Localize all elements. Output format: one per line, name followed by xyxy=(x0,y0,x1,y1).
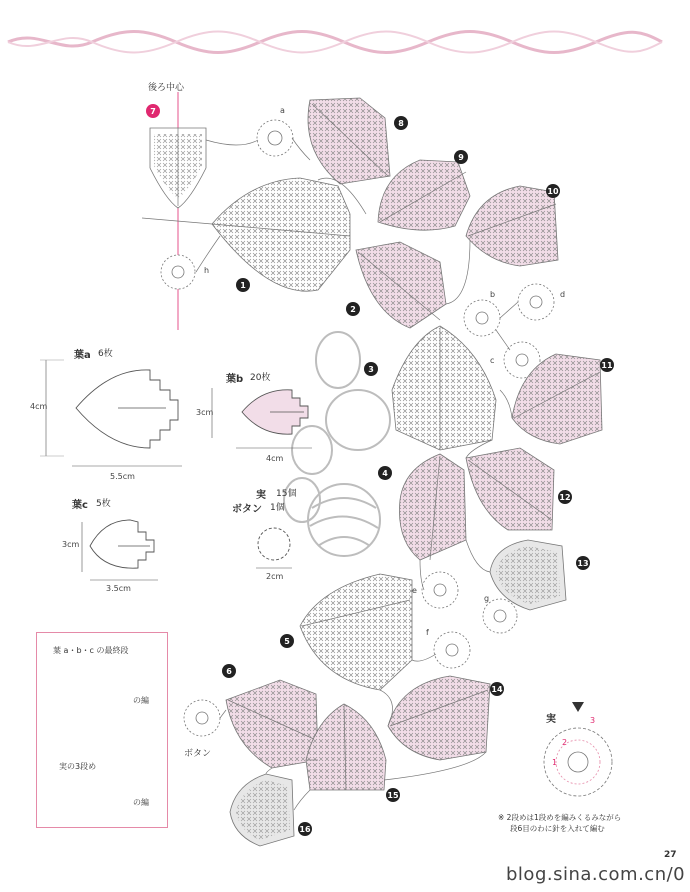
leaf-motif-1 xyxy=(212,178,350,291)
motif-number-6: 6 xyxy=(222,664,236,678)
leaf-motif-16 xyxy=(230,774,294,846)
flower-letter-b: b xyxy=(490,290,496,299)
flower-letter-e: e xyxy=(412,586,417,595)
leaf-b-label: 葉b xyxy=(226,374,244,385)
leaf-motif-8 xyxy=(308,98,390,184)
leaf-b-width: 4cm xyxy=(266,454,284,463)
leaf-c-height: 3cm xyxy=(62,540,80,549)
leaf-a-count: 6枚 xyxy=(98,349,113,359)
motif-number-7: 7 xyxy=(146,104,160,118)
flower-letter-f: f xyxy=(426,628,429,637)
leaf-b-count: 20枚 xyxy=(250,373,271,383)
note-line-2: 段6目のわに針を入れて編む xyxy=(510,824,605,833)
motif-number-9: 9 xyxy=(454,150,468,164)
leaf-motif-3 xyxy=(392,326,496,450)
berry-round-1: 1 xyxy=(552,758,558,767)
motif-number-12: 12 xyxy=(558,490,572,504)
size-diagram-button-ring xyxy=(256,528,292,568)
leaf-c-width: 3.5cm xyxy=(106,584,131,593)
final-round-box xyxy=(36,632,168,828)
leaf-motif-12 xyxy=(466,448,554,530)
button-count: 1個 xyxy=(270,503,285,513)
motif-number-14: 14 xyxy=(490,682,504,696)
button-motif xyxy=(184,700,220,736)
leaf-motif-5 xyxy=(300,574,412,690)
watermark: blog.sina.com.cn/0 xyxy=(506,864,686,885)
button-label: ボタン xyxy=(232,504,262,515)
berry-detail-label: 実 xyxy=(546,714,556,725)
leaf-c-label: 葉c xyxy=(72,500,88,511)
leaf-motif-9 xyxy=(378,160,470,230)
flower-motif-d xyxy=(518,284,554,320)
motif-number-2: 2 xyxy=(346,302,360,316)
leaf-a-height: 4cm xyxy=(30,402,48,411)
flower-letter-d: d xyxy=(560,290,566,299)
leaf-motif-14 xyxy=(388,676,490,760)
flower-motif-e xyxy=(422,572,458,608)
size-diagram-leaf-a xyxy=(40,360,182,466)
box-side-label-1: の編 xyxy=(133,696,149,705)
motif-number-8: 8 xyxy=(394,116,408,130)
leaf-motif-10 xyxy=(466,186,558,266)
button-lower-label: ボタン xyxy=(184,749,212,759)
motif-number-4: 4 xyxy=(378,466,392,480)
flower-letter-c: c xyxy=(490,356,495,365)
motif-number-1: 1 xyxy=(236,278,250,292)
leaf-motif-15 xyxy=(306,704,386,790)
leaf-a-label: 葉a xyxy=(74,350,91,361)
flower-motif-b xyxy=(464,300,500,336)
flower-letter-a: a xyxy=(280,106,285,115)
flower-motif-h xyxy=(161,255,195,289)
motif-number-10: 10 xyxy=(546,184,560,198)
back-center-label: 後ろ中心 xyxy=(148,83,185,93)
box-title: 葉 a・b・c の最終段 xyxy=(53,646,129,655)
berry-round-2: 2 xyxy=(562,738,568,747)
leaf-b-height: 3cm xyxy=(196,408,214,417)
size-diagram-leaf-c xyxy=(82,520,158,580)
motif-number-3: 3 xyxy=(364,362,378,376)
leaf-c-count: 5枚 xyxy=(96,499,111,509)
leaf-a-width: 5.5cm xyxy=(110,472,135,481)
berry-round-3: 3 xyxy=(590,716,596,725)
leaf-motif-2 xyxy=(356,242,446,328)
flower-motif-a xyxy=(257,120,293,156)
leaf-motif-4 xyxy=(399,454,466,560)
motif-number-5: 5 xyxy=(280,634,294,648)
note-line-1: ※ 2段めは1段めを編みくるみながら xyxy=(498,813,622,822)
box-subtitle: 実の3段め xyxy=(59,762,97,771)
motif-number-15: 15 xyxy=(386,788,400,802)
berry-label: 実 xyxy=(256,490,266,501)
motif-number-11: 11 xyxy=(600,358,614,372)
leaf-motif-7 xyxy=(150,128,206,208)
button-width: 2cm xyxy=(266,572,284,581)
flower-motif-f xyxy=(434,632,470,668)
berry-count: 15個 xyxy=(276,489,297,499)
flower-motif-g xyxy=(483,599,517,633)
motif-number-13: 13 xyxy=(576,556,590,570)
page-number: 27 xyxy=(664,850,677,860)
berry-note xyxy=(498,812,658,834)
box-side-label-2: の編 xyxy=(133,798,149,807)
decorative-border xyxy=(8,32,662,53)
size-diagram-leaf-b xyxy=(212,388,312,448)
leaf-motif-6 xyxy=(226,680,318,768)
flower-letter-h: h xyxy=(204,266,210,275)
flower-letter-g: g xyxy=(484,594,490,603)
motif-number-16: 16 xyxy=(298,822,312,836)
